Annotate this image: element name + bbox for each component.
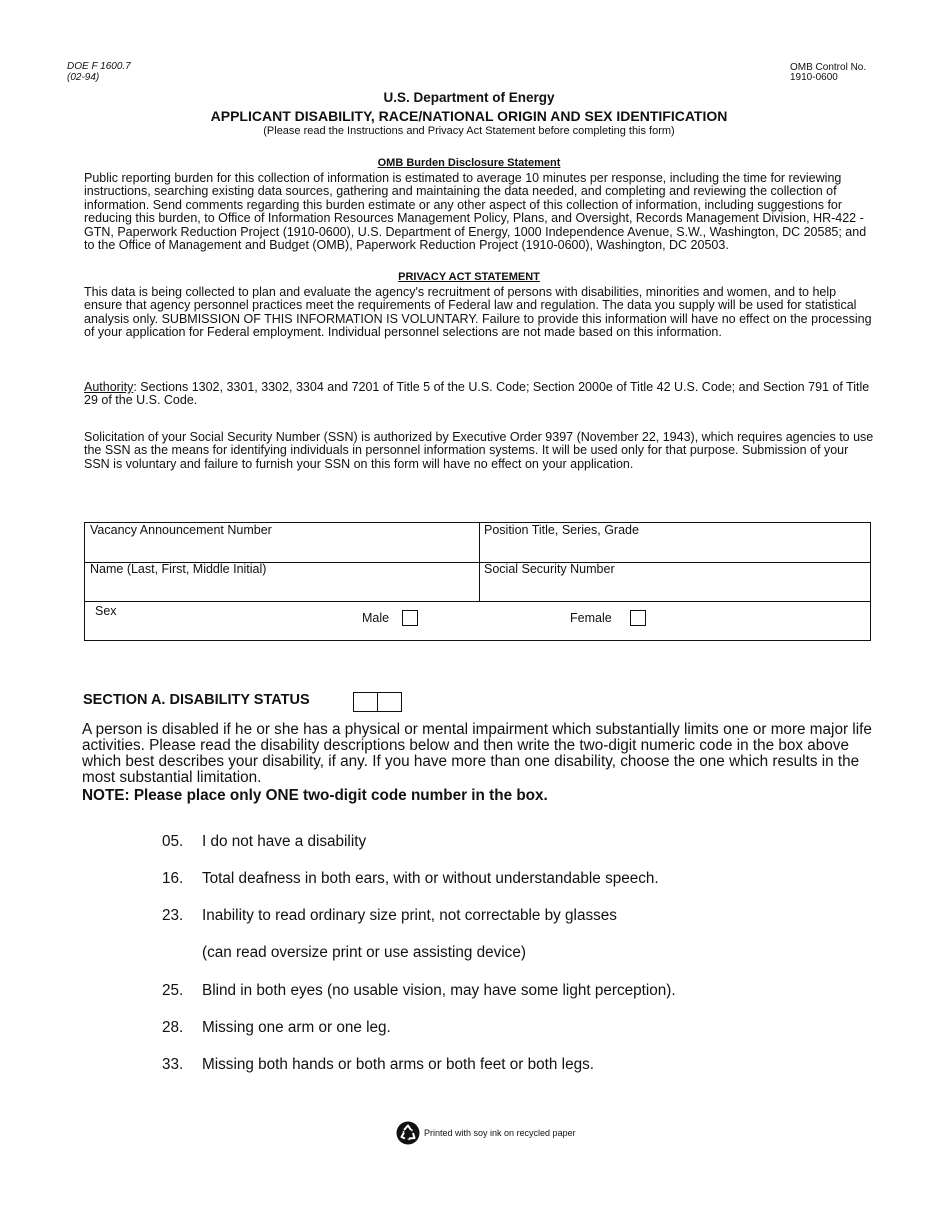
list-item-text: Missing both hands or both arms or both feet or both legs. [202, 1056, 594, 1073]
form-date: (02-94) [67, 72, 100, 83]
authority-label: Authority [84, 380, 134, 394]
applicant-info-form [84, 522, 871, 641]
list-item-text: I do not have a disability [202, 833, 367, 850]
burden-heading: OMB Burden Disclosure Statement [377, 157, 561, 169]
ssn-field[interactable] [480, 563, 871, 601]
name-field-label: Name (Last, First, Middle Initial) [90, 562, 267, 576]
form-title: APPLICANT DISABILITY, RACE/NATIONAL ORIGIN AND SEX IDENTIFICATION [210, 108, 728, 124]
omb-label: OMB Control No. [790, 62, 867, 73]
disability-code-box[interactable] [353, 692, 402, 712]
code-box-divider [377, 693, 378, 711]
name-field[interactable] [85, 563, 479, 601]
burden-text: Public reporting burden for this collection of information is estimated to average 10 minutes per response, including the time for reviewing instructions, searching existing data sources, gathering and maintaining the data needed, and completing and reviewing the collection of information. Send comments regarding this burden estimate or any other aspect of this collection of information, including suggestions for reducing this burden, to Office of Information Resources Management Policy, Plans, and Oversight, Records Management Division, HR-422 - GTN, Paperwork Reduction Project (1910-0600), U.S. Department of Energy, 1000 Independence Avenue, S.W., Washington, DC 20585; and to the Office of Management and Budget (OMB), Paperwork Reduction Project (1910-0600), Washington, DC 20503. [84, 171, 867, 253]
agency-title: U.S. Department of Energy [383, 90, 555, 105]
male-label: Male [362, 611, 390, 625]
position-field[interactable] [480, 523, 871, 562]
list-item-text: Total deafness in both ears, with or without understandable speech. [202, 870, 659, 887]
list-item-code: 28. [162, 1019, 184, 1036]
list-item-code: 16. [162, 870, 184, 887]
section-a-title: SECTION A. DISABILITY STATUS [83, 692, 310, 708]
female-label: Female [570, 611, 612, 625]
list-item-text: Blind in both eyes (no usable vision, may have some light perception). [202, 982, 676, 999]
list-item-code: 05. [162, 833, 184, 850]
vacancy-field-label: Vacancy Announcement Number [90, 523, 272, 537]
female-checkbox[interactable] [630, 610, 646, 626]
section-a-description: A person is disabled if he or she has a physical or mental impairment which substantially limits one or more major life activities. Please read the disability descriptions below and then write the two-digit numeric code in the box above which best describes your disability, if any. If you have more than one disability, choose the one which results in the most substantial limitation. [82, 721, 872, 786]
form-number: DOE F 1600.7 [67, 61, 131, 72]
list-item-code: 23. [162, 907, 184, 924]
footer-text: Printed with soy ink on recycled paper [424, 1128, 576, 1138]
position-field-label: Position Title, Series, Grade [484, 523, 639, 537]
vacancy-field[interactable] [85, 523, 479, 562]
list-item-code: 33. [162, 1056, 184, 1073]
omb-number: 1910-0600 [790, 72, 838, 83]
authority-text: : Sections 1302, 3301, 3302, 3304 and 7201 of Title 5 of the U.S. Code; Section 2000e of Title 42 U.S. Code; and Section 791 of Title 29 of the U.S. Code. [84, 380, 870, 408]
list-item-text: Inability to read ordinary size print, not correctable by glasses [202, 907, 617, 924]
recycle-icon [396, 1121, 420, 1145]
form-row-divider [85, 601, 870, 602]
list-item-code: 25. [162, 982, 184, 999]
privacy-text: This data is being collected to plan and evaluate the agency's recruitment of persons with disabilities, minorities and women, and to help ensure that agency personnel practices meet the requirements of Federal law and regulation. The data you supply will be used for statistical analysis only. SUBMISSION OF THIS INFORMATION IS VOLUNTARY. Failure to provide this information will have no effect on the processing of your application for Federal employment. Individual personnel selections are not made based on this information. [84, 285, 872, 340]
list-item-text: (can read oversize print or use assisting device) [202, 944, 526, 961]
privacy-heading: PRIVACY ACT STATEMENT [398, 271, 540, 283]
sex-label: Sex [95, 604, 117, 618]
form-subtitle: (Please read the Instructions and Privacy Act Statement before completing this form) [263, 125, 675, 137]
ssn-paragraph: Solicitation of your Social Security Number (SSN) is authorized by Executive Order 9397 (November 22, 1943), which requires agencies to use the SSN as the means for identifying individuals in personnel information systems. It will be used only for that purpose. Submission of your SSN is voluntary and failure to furnish your SSN on this form will have no effect on your application. [84, 430, 874, 471]
section-a-note: NOTE: Please place only ONE two-digit code number in the box. [82, 787, 548, 804]
ssn-field-label: Social Security Number [484, 562, 615, 576]
male-checkbox[interactable] [402, 610, 418, 626]
list-item-text: Missing one arm or one leg. [202, 1019, 391, 1036]
authority-paragraph [84, 381, 874, 408]
